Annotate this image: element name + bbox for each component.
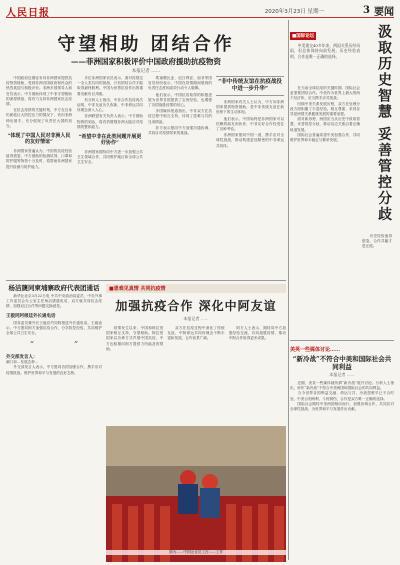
- right-lower-byline: 本报记者 ……: [329, 372, 355, 377]
- lower-left-text-3: 外交部发言人表示，中方愿同各国加强合作，携手应对疫情挑战，维护世界和平与发展的良好态势。: [6, 365, 102, 375]
- lower-left-kicker-title: 潮门和…发展态势…: [6, 360, 39, 365]
- lower-left-column: [6, 284, 102, 562]
- main-subhead: ——菲洲国家积极评价中国政府援助抗疫物资: [71, 57, 221, 66]
- pull-quote: “非中传统友谊在抗疫战役中进一步升华”: [216, 76, 284, 96]
- main-byline: 本报记者 ……: [131, 69, 161, 74]
- feature-title[interactable]: 加强抗疫合作 深化中阿友谊: [115, 299, 277, 313]
- feature-banner: ■患难见真情 共同抗疫情: [106, 284, 286, 293]
- body-column-4: 非洲国家有关人士认为，中方向非洲国家提供物资援助，是中非传统友谊在新形势下的生动体现。 他们表示，中国始终是非洲国家可以信赖的朋友和伙伴，中非友好合作经受住了各种考验。 非洲国家愿同中国一道，携手应对全球性挑战，推动构建更加紧密的中非命运共同体。: [216, 100, 284, 148]
- lower-left-sub[interactable]: 王毅同阿根廷外长通电话: [6, 313, 56, 319]
- body-column-2: 多位非洲国家官员表示，面对疫情这一全人类共同的挑战，只有团结合作才能取得最终胜利。中国为世界抗疫作出的重要贡献有目共睹。 有分析人士指出，中非合作抗疫再次证明，中非友谊历久弥新，中非命运共同体理念深入人心。 非洲联盟有关负责人表示，中方援助物资的到达，将有效增强非洲大陆应对疫情的整体能力。 “希望中非在此类问题开展更好协作” 非洲国家期待同中方进一步加强公共卫生领域合作，共同维护地区和全球公共卫生安全。: [77, 76, 143, 165]
- commentary-box: [290, 22, 360, 82]
- right-lower-text: 近期，美英一些媒体就所谓“新冷战”展开讨论。分析人士指出，炒作“新冷战”不符合中美两国和国际社会的共同利益。 当今世界各国利益交融、命运与共，冷战思维早已不合时宜。中美合则两利、斗则俱伤，合作是双方唯一正确的选择。 国际社会期待中美两国相向而行，加强协调合作，共同应对全球性挑战，为世界和平与发展作出贡献。: [290, 381, 394, 412]
- main-headline[interactable]: 守望相助 团结合作: [57, 34, 235, 55]
- feature-byline: 本报记者 ……: [183, 316, 209, 321]
- feature-column-1: 疫情发生以来，中国和阿拉伯国家相互支持、守望相助。阿拉伯国家以各种方式声援中国抗疫，中方也积极向阿方提供力所能及的帮助。: [106, 326, 164, 351]
- page-number: 3: [363, 5, 370, 16]
- lower-left-kicker: 外交部发言人：: [6, 355, 38, 361]
- issue-date: 2020年3月23日 星期一: [264, 9, 324, 15]
- right-lower-story: [290, 346, 394, 565]
- body-column-3: 埃塞俄比亚、尼日利亚、南非等国官员纷纷表示，中国在疫情期间展现的负责任态度和高效行动令人敬佩。 他们表示，中国抗疫取得的积极进展为世界各国提供了宝贵经验，也增强了各国战胜疫情的信心。 多国媒体报道指出，中非双方在抗疫过程中相互支持，体现了患难与共的兄弟情谊。 非方表示愿同中方加强沟通协调，共同应对疫情带来的挑战。: [148, 76, 212, 136]
- newspaper-logo: 人民日报: [6, 8, 50, 19]
- feature-column-3: 阿方人士表示，期待同中方加强经验交流，共同战胜疫情，推动中阿合作取得更多成果。: [228, 326, 286, 341]
- page-indicator: [328, 4, 394, 17]
- commentary-body: 中美建交40多年来，两国关系历经风雨，但总体保持向前发展。历史经验表明，合作是唯一正确的选择。: [290, 43, 360, 59]
- right-divider: [290, 340, 394, 341]
- commentary-vertical-title[interactable]: 汲取历史智慧 妥善管控分歧: [376, 24, 392, 223]
- right-lower-title[interactable]: “新冷战”不符合中美和国际社会共同利益: [292, 355, 392, 371]
- horizontal-divider: [6, 280, 286, 281]
- feature-columns: [106, 326, 286, 398]
- commentary-column-2: 历史经验值得借鉴，合作共赢才是正道。: [362, 234, 392, 249]
- lower-left-title[interactable]: 杨洁篪同柬埔寨政府代表团通话: [8, 284, 100, 292]
- right-column: [290, 20, 394, 560]
- feature-story: [106, 284, 286, 562]
- photo-caption: 图为……中国企业员工在……工作: [106, 550, 286, 555]
- lower-left-text-2: 国务委员兼外长王毅应约同阿根廷外长通电话。王毅表示，中方愿同阿方加强抗疫合作，分享防控经验，共同维护全球公共卫生安全。: [6, 320, 102, 336]
- feature-column-2: 双方在抗疫过程中深化了传统友谊，中阿命运共同体理念不断丰富和发展，合作前景广阔。: [167, 326, 225, 341]
- lower-left-text-1: 新华社北京3月22日电 中共中央政治局委员、中央外事工作委员会办公室主任杨洁篪通电话，双方就共同抗击疫情、加强双边合作等问题交换意见。: [6, 294, 102, 309]
- commentary-tag[interactable]: ■国际论坛: [292, 34, 315, 39]
- calligraphy-line: “ ”: [29, 340, 79, 350]
- subhead-1: “体现了中国人民对非洲人民的友好情谊”: [7, 133, 71, 146]
- commentary-column-1: 在当前全球抗疫的关键时期，国际社会更需要团结合作。中美作为世界上最大的两个经济体，应当携手应对挑战。 回顾中美关系发展历程，双方在处理分歧方面积累了丰富经验。相互尊重、求同存异是两国关系健康发展的重要前提。 面对新形势，两国应当从历史中汲取智慧，妥善管控分歧，推动双边关系沿着正确轨道发展。 国际社会普遍希望中美加强合作，共同维护世界和平稳定与繁荣发展。: [290, 86, 360, 143]
- feature-photo: [106, 426, 286, 562]
- subhead-2: “希望中非在此类问题开展更好协作”: [78, 134, 142, 147]
- masthead: [6, 4, 394, 18]
- vertical-divider: [288, 20, 289, 560]
- section-name: 要闻: [374, 7, 394, 18]
- right-lower-kicker: 美英一些媒体讨论……: [290, 347, 341, 353]
- body-column-1: 中国政府近期宣布向非洲国家提供抗疫物资援助，受到非洲各国政府和民众的热烈欢迎与积极评价。非洲多国领导人和官员表示，中方援助体现了中非守望相助的深厚情谊，将有力支持非洲国家抗击疫情。 在抗击疫情的关键时刻，中方在自身仍面临巨大防控压力的情况下，仍向非洲伸出援手，充分展现了负责任大国的担当。 “体现了中国人民对非洲人民的友好情谊” 非洲国家普遍认为，中国的抗疫经验值得借鉴，中方援助的检测试剂、口罩和防护服等物资十分及时，将帮助非洲国家提升检测与防护能力。: [6, 76, 72, 169]
